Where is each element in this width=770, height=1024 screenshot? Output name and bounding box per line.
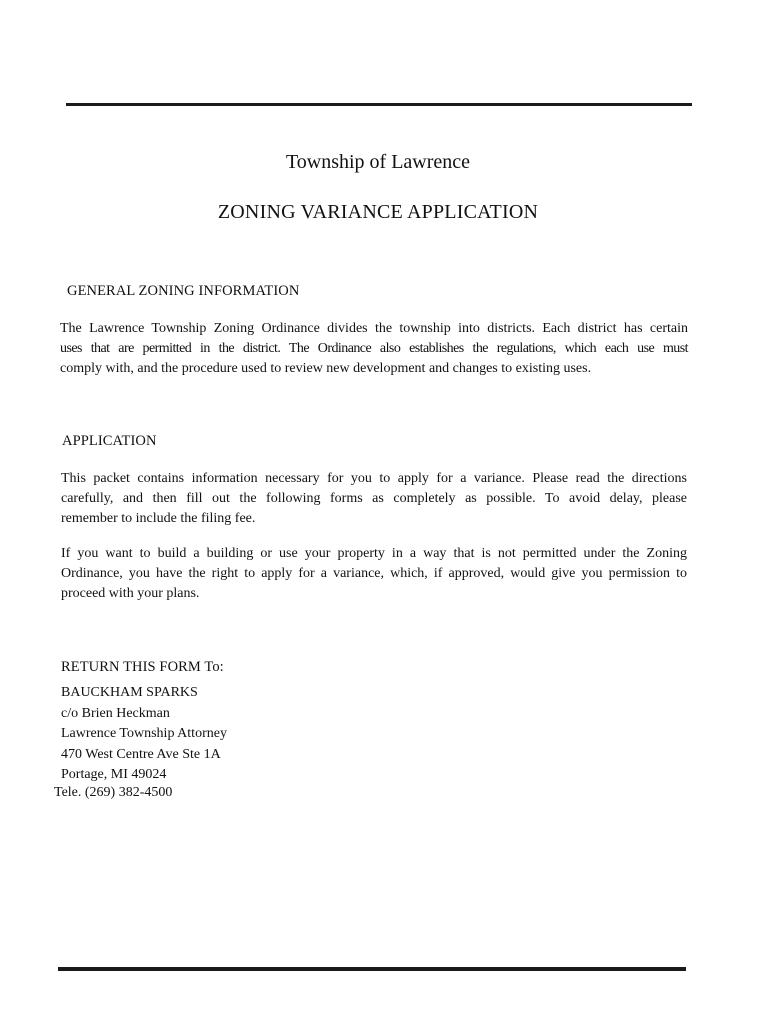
address-line: Lawrence Township Attorney bbox=[61, 726, 227, 741]
paragraph-line: carefully, and then fill out the following forms as completely as possible. To avoid delay, please bbox=[61, 491, 687, 506]
return-address bbox=[61, 683, 227, 786]
application-heading: APPLICATION bbox=[62, 433, 157, 449]
bottom-divider bbox=[58, 967, 686, 971]
application-paragraph-1 bbox=[61, 469, 687, 529]
general-zoning-heading: GENERAL ZONING INFORMATION bbox=[67, 283, 300, 299]
paragraph-line: This packet contains information necessary for you to apply for a variance. Please read the directions bbox=[61, 471, 687, 486]
general-zoning-paragraph bbox=[60, 319, 688, 379]
address-line: BAUCKHAM SPARKS bbox=[61, 685, 198, 700]
paragraph-line: If you want to build a building or use your property in a way that is not permitted under the Zoning bbox=[61, 546, 687, 561]
paragraph-line: The Lawrence Township Zoning Ordinance divides the township into districts. Each district has certain bbox=[60, 321, 688, 336]
return-form-heading: RETURN THIS FORM To: bbox=[61, 659, 224, 675]
paragraph-line: proceed with your plans. bbox=[61, 586, 200, 601]
application-paragraph-2 bbox=[61, 544, 687, 604]
telephone-number: Tele. (269) 382-4500 bbox=[54, 785, 173, 800]
paragraph-line: uses that are permitted in the district. The Ordinance also establishes the regulations, which each use must bbox=[60, 341, 688, 356]
paragraph-line: Ordinance, you have the right to apply for a variance, which, if approved, would give you permission to bbox=[61, 566, 687, 581]
paragraph-line: remember to include the filing fee. bbox=[61, 511, 256, 526]
address-line: Portage, MI 49024 bbox=[61, 767, 167, 782]
paragraph-line: comply with, and the procedure used to review new development and changes to existing uses. bbox=[60, 361, 592, 376]
document-title: ZONING VARIANCE APPLICATION bbox=[217, 201, 539, 223]
top-divider bbox=[66, 103, 692, 106]
address-line: c/o Brien Heckman bbox=[61, 705, 170, 721]
township-title: Township of Lawrence bbox=[285, 151, 471, 173]
address-line: 470 West Centre Ave Ste 1A bbox=[61, 746, 221, 762]
